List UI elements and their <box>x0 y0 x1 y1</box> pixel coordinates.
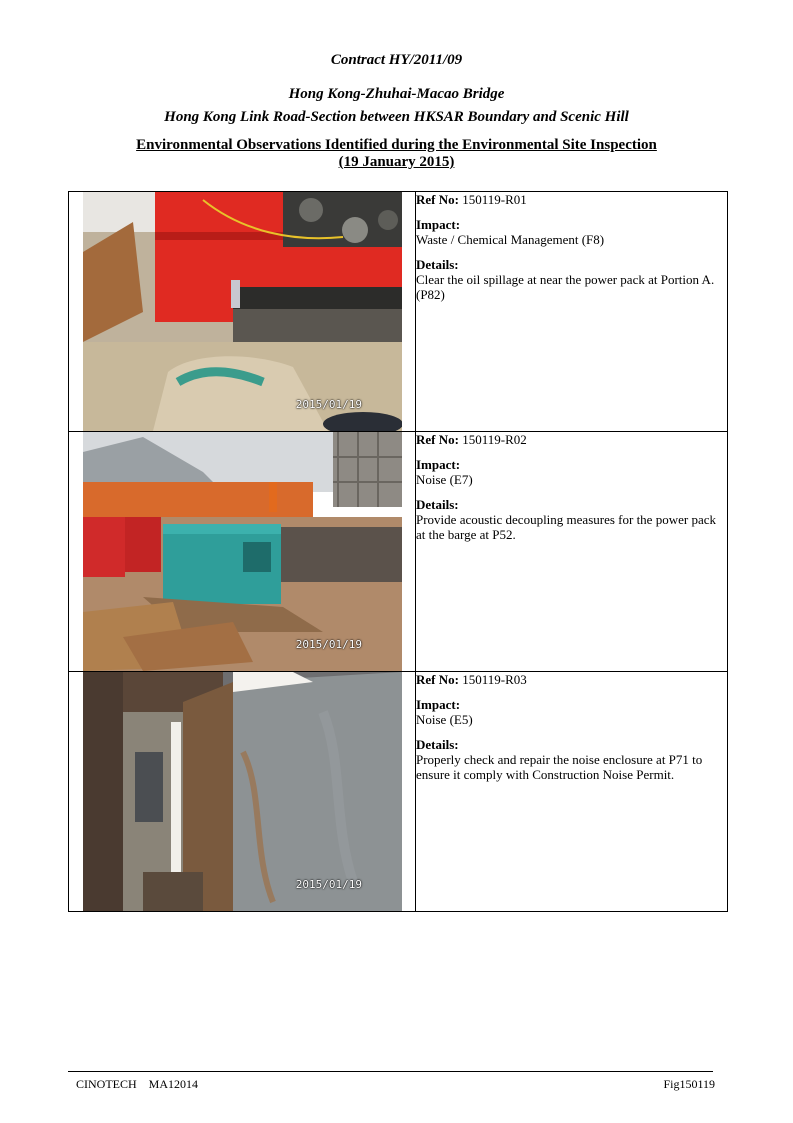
ref-no-value: 150119-R02 <box>462 432 527 447</box>
ref-no-label: Ref No: <box>416 672 459 687</box>
footer-doc-code: MA12014 <box>148 1077 199 1091</box>
project-title: Hong Kong-Zhuhai-Macao Bridge <box>288 86 505 102</box>
photo-date-stamp: 2015/01/19 <box>295 398 362 411</box>
contract-title: Contract HY/2011/09 <box>330 52 463 68</box>
ref-no-label: Ref No: <box>416 432 459 447</box>
observation-text-cell <box>416 672 728 912</box>
ref-no-value: 150119-R03 <box>462 672 527 687</box>
footer-fig-no: Fig150119 <box>663 1077 715 1091</box>
photo-date-stamp: 2015/01/19 <box>295 878 362 891</box>
photo-cell <box>69 672 416 912</box>
details-value: Clear the oil spillage at near the power pack at Portion A. (P82) <box>416 272 715 302</box>
photo-date-stamp: 2015/01/19 <box>295 638 362 651</box>
observation-row <box>69 432 728 672</box>
observation-photo-1 <box>83 192 402 431</box>
details-value: Provide acoustic decoupling measures for the power pack at the barge at P52. <box>416 512 716 542</box>
observation-text-cell <box>416 432 728 672</box>
details-value: Properly check and repair the noise enclosure at P71 to ensure it comply with Construction Noise Permit. <box>416 752 703 782</box>
observations-table <box>68 191 728 912</box>
impact-label: Impact: <box>416 217 461 232</box>
observation-row <box>69 192 728 432</box>
impact-value: Noise (E7) <box>416 472 473 487</box>
details-label: Details: <box>416 737 459 752</box>
inspection-date-heading: (19 January 2015) <box>338 154 455 170</box>
footer-left <box>76 1077 198 1092</box>
footer-divider <box>68 1071 713 1072</box>
observation-photo-3 <box>83 672 402 911</box>
details-label: Details: <box>416 497 459 512</box>
impact-value: Waste / Chemical Management (F8) <box>416 232 605 247</box>
section-title: Hong Kong Link Road-Section between HKSAR Boundary and Scenic Hill <box>164 109 629 125</box>
footer-company: CINOTECH <box>76 1077 137 1091</box>
impact-label: Impact: <box>416 457 461 472</box>
impact-value: Noise (E5) <box>416 712 473 727</box>
details-label: Details: <box>416 257 459 272</box>
photo-cell <box>69 432 416 672</box>
photo-cell <box>69 192 416 432</box>
observation-text-cell <box>416 192 728 432</box>
ref-no-label: Ref No: <box>416 192 459 207</box>
observation-row <box>69 672 728 912</box>
ref-no-value: 150119-R01 <box>462 192 527 207</box>
observations-heading: Environmental Observations Identified during the Environmental Site Inspection <box>136 137 657 153</box>
impact-label: Impact: <box>416 697 461 712</box>
observation-photo-2 <box>83 432 402 671</box>
